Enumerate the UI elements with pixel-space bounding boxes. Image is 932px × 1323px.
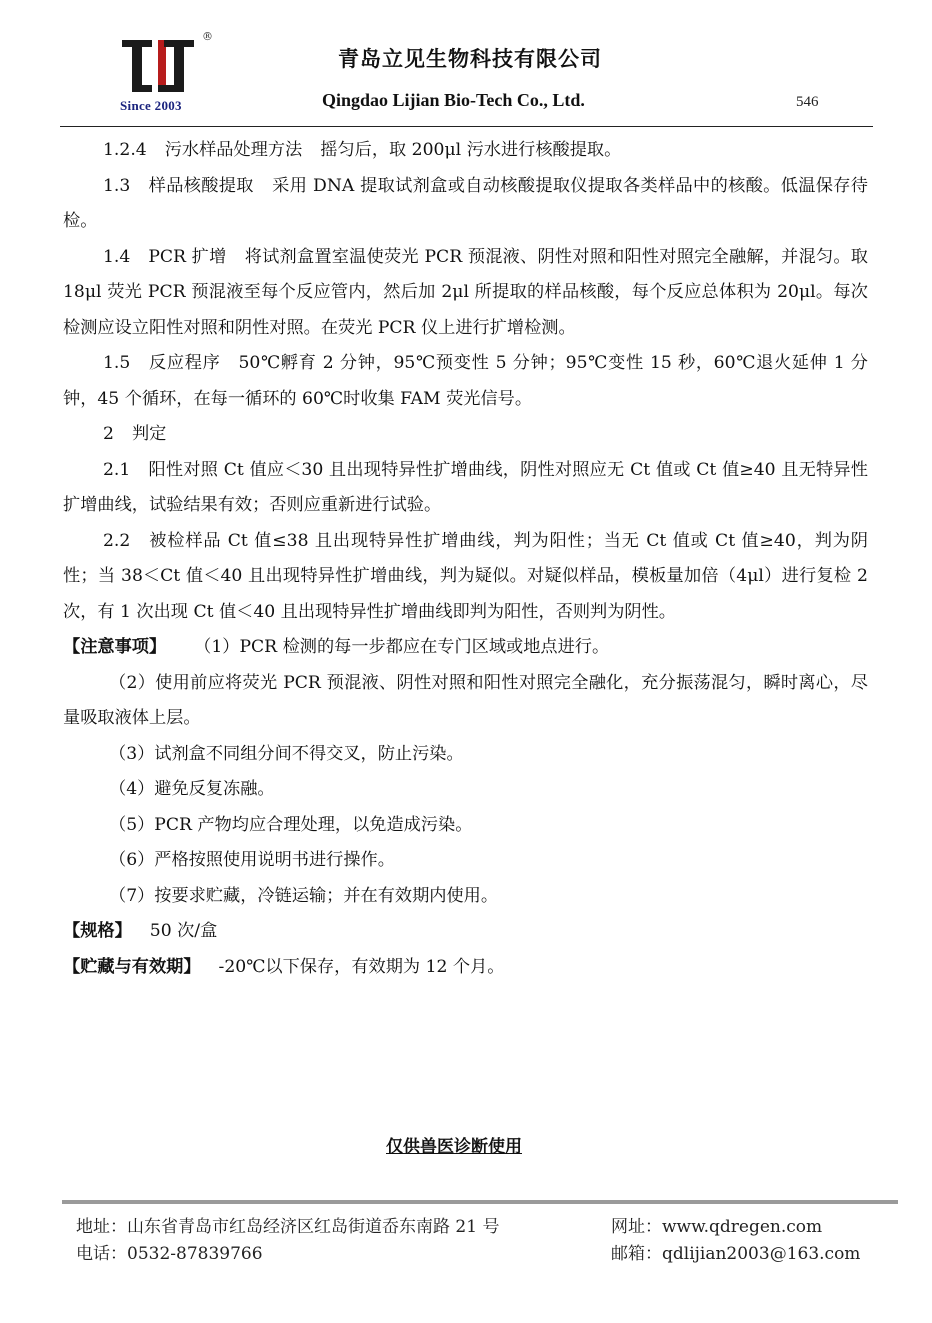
note-3: （3）试剂盒不同组分间不得交叉，防止污染。 bbox=[109, 743, 464, 764]
company-logo bbox=[118, 30, 214, 118]
veterinary-use-disclaimer: 仅供兽医诊断使用 bbox=[386, 1137, 522, 1157]
company-name-english: Qingdao Lijian Bio-Tech Co., Ltd. bbox=[322, 90, 585, 110]
lj-logo-mark-icon bbox=[118, 30, 202, 96]
section-1-2-4: 1.2.4 污水样品处理方法 摇匀后，取 200μl 污水进行核酸提取。 bbox=[103, 140, 622, 160]
storage-line bbox=[63, 950, 868, 986]
section-1-4: 1.4 PCR 扩增 将试剂盒置室温使荧光 PCR 预混液、阴性对照和阳性对照完全融解，并混匀。取 18μl 荧光 PCR 预混液至每个反应管内，然后加 2μl 所提取的样品核酸，每个反应总体积为 20μl。每次检测应设立阳性对照和阴性对照。在荧光 PCR 仪上进行扩增检测。 bbox=[63, 246, 868, 338]
note-4: （4）避免反复冻融。 bbox=[109, 779, 275, 799]
company-name-chinese: 青岛立见生物科技有限公司 bbox=[338, 47, 602, 71]
footer-email: 邮箱：qdlijian2003@163.com bbox=[611, 1244, 861, 1264]
document-body bbox=[63, 133, 868, 985]
footer-website: 网址：www.qdregen.com bbox=[611, 1217, 823, 1237]
section-2-1: 2.1 阳性对照 Ct 值应＜30 且出现特异性扩增曲线，阴性对照应无 Ct 值或 Ct 值≥40 且无特异性扩增曲线，试验结果有效；否则应重新进行试验。 bbox=[63, 459, 868, 515]
page-number: 546 bbox=[796, 94, 819, 110]
note-6: （6）严格按照使用说明书进行操作。 bbox=[109, 850, 395, 870]
footer-divider bbox=[62, 1200, 898, 1204]
registered-mark: ® bbox=[202, 30, 213, 43]
storage-value: -20℃以下保存，有效期为 12 个月。 bbox=[218, 956, 505, 977]
spec-label: 【规格】 bbox=[63, 921, 132, 941]
note-2: （2）使用前应将荧光 PCR 预混液、阴性对照和阳性对照完全融化，充分振荡混匀，瞬时离心，尽量吸取液体上层。 bbox=[63, 672, 868, 728]
section-1-5: 1.5 反应程序 50℃孵育 2 分钟，95℃预变性 5 分钟；95℃变性 15 秒，60℃退火延伸 1 分钟，45 个循环，在每一循环的 60℃时收集 FAM 荧光信号。 bbox=[63, 353, 868, 409]
notes-first-line: 【注意事项】 （1）PCR 检测的每一步都应在专门区域或地点进行。 bbox=[63, 637, 610, 657]
spec-line bbox=[63, 914, 868, 950]
header-divider bbox=[60, 126, 873, 127]
notes-label: 【注意事项】 bbox=[63, 637, 167, 657]
note-7: （7）按要求贮藏，冷链运输；并在有效期内使用。 bbox=[109, 885, 499, 906]
section-1-3: 1.3 样品核酸提取 采用 DNA 提取试剂盒或自动核酸提取仪提取各类样品中的核酸。低温保存待检。 bbox=[63, 175, 868, 231]
section-2-2: 2.2 被检样品 Ct 值≤38 且出现特异性扩增曲线，判为阳性；当无 Ct 值或 Ct 值≥40，判为阴性；当 38＜Ct 值＜40 且出现特异性扩增曲线，判为疑似。对疑似样品，模板量加倍（4μl）进行复检 2 次，有 1 次出现 Ct 值＜40 且出现特异性扩增曲线即判为阳性，否则判为阴性。 bbox=[63, 530, 868, 622]
footer-contact-right bbox=[611, 1214, 860, 1268]
page-header bbox=[0, 0, 932, 130]
logo-since-text: Since 2003 bbox=[120, 98, 182, 113]
footer-address: 地址：山东省青岛市红岛经济区红岛街道岙东南路 21 号 bbox=[76, 1217, 500, 1237]
note-5: （5）PCR 产物均应合理处理，以免造成污染。 bbox=[109, 814, 473, 835]
section-2-heading: 2 判定 bbox=[103, 424, 167, 444]
spec-value: 50 次/盒 bbox=[149, 921, 218, 941]
storage-label: 【贮藏与有效期】 bbox=[63, 956, 201, 977]
footer-phone: 电话：0532-87839766 bbox=[76, 1244, 263, 1264]
footer-contact-left bbox=[76, 1214, 499, 1268]
